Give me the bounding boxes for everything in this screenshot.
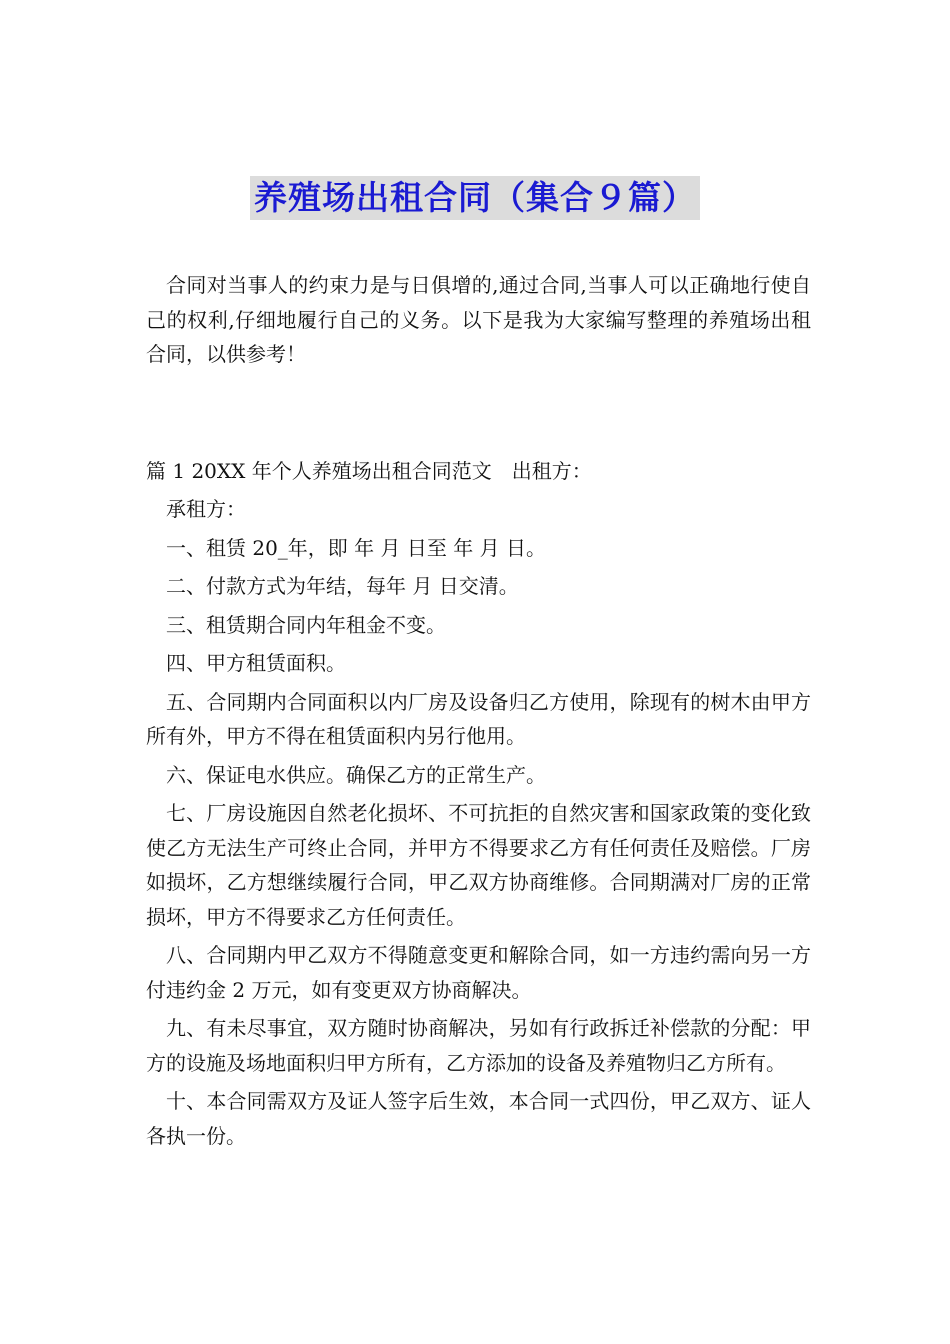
intro-paragraph: 合同对当事人的约束力是与日俱增的,通过合同,当事人可以正确地行使自己的权利,仔细地履行自己的义务。以下是我为大家编写整理的养殖场出租合同，以供参考！ [146,273,811,366]
clause-9: 九、有未尽事宜，双方随时协商解决，另如有行政拆迁补偿款的分配：甲方的设施及场地面积归甲方所有，乙方添加的设备及养殖物归乙方所有。 [146,1016,811,1075]
clause-8: 八、合同期内甲乙双方不得随意变更和解除合同，如一方违约需向另一方付违约金 2 万元，如有变更双方协商解决。 [146,943,811,1002]
clause-3: 三、租赁期合同内年租金不变。 [166,612,446,637]
clause-1: 一、租赁 20_年，即 年 月 日至 年 月 日。 [166,535,546,560]
clause-10: 十、本合同需双方及证人签字后生效，本合同一式四份，甲乙双方、证人各执一份。 [146,1089,811,1148]
title-container [0,176,950,220]
clause-6: 六、保证电水供应。确保乙方的正常生产。 [166,762,546,787]
clause-5: 五、合同期内合同面积以内厂房及设备归乙方使用，除现有的树木由甲方所有外，甲方不得在租赁面积内另行他用。 [146,689,811,748]
document-body [146,268,811,1157]
clause-2: 二、付款方式为年结，每年 月 日交清。 [166,574,519,598]
document-title: 养殖场出租合同（集合９篇） [250,176,700,220]
lessee-line: 承租方： [166,497,246,521]
section-heading: 篇 1 20XX 年个人养殖场出租合同范文 出租方： [146,458,592,483]
clause-4: 四、甲方租赁面积。 [166,651,346,675]
clause-7: 七、厂房设施因自然老化损坏、不可抗拒的自然灾害和国家政策的变化致使乙方无法生产可终止合同，并甲方不得要求乙方有任何责任及赔偿。厂房如损坏，乙方想继续履行合同，甲乙双方协商维修。合同期满对厂房的正常损坏，甲方不得要求乙方任何责任。 [146,801,811,929]
